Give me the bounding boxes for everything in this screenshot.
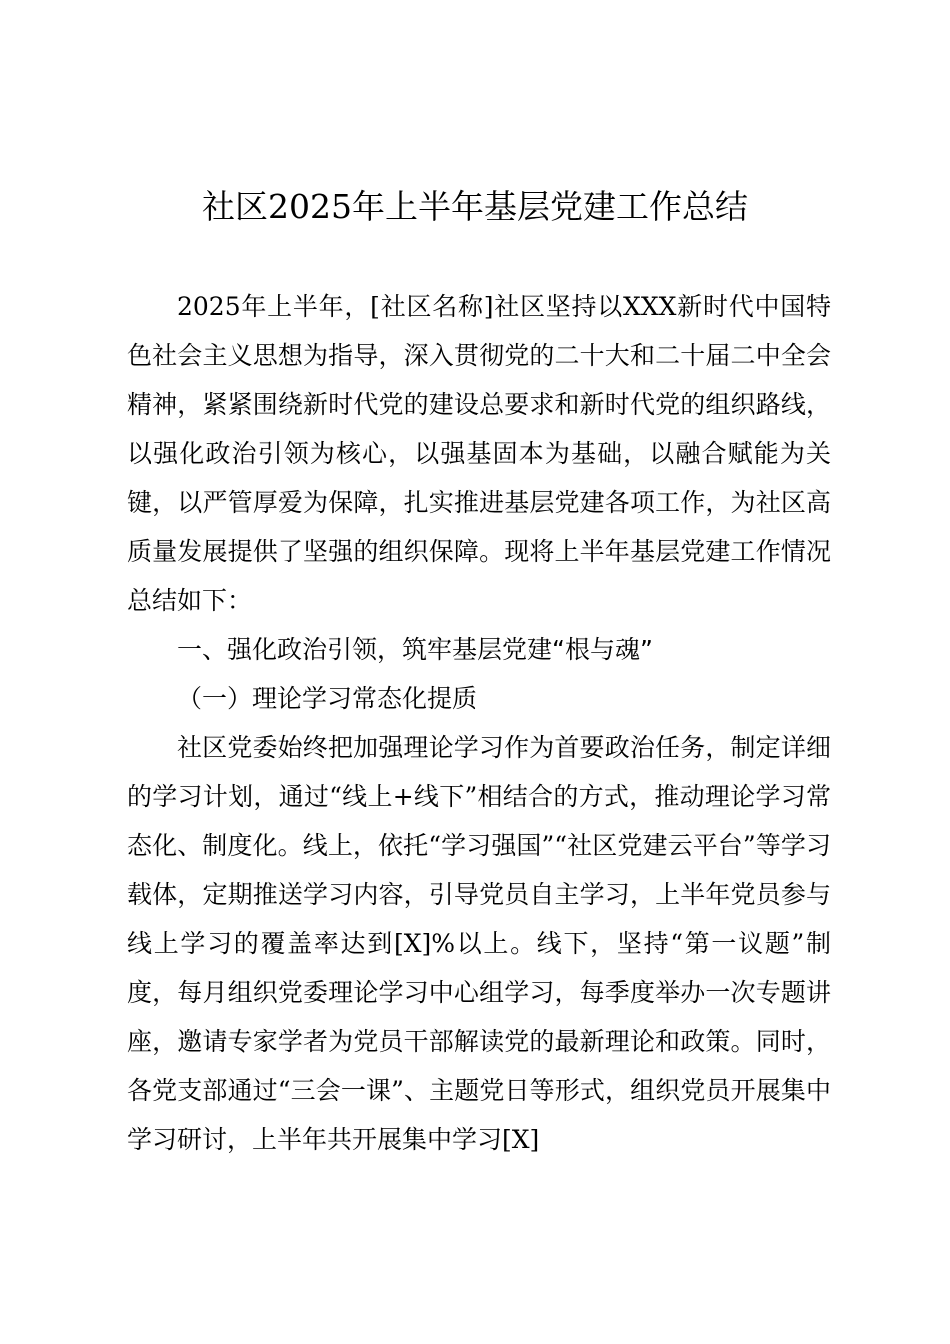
subsection-paragraph-1: 社区党委始终把加强理论学习作为首要政治任务，制定详细的学习计划，通过“线上+线下”相结合的方式，推动理论学习常态化、制度化。线上，依托“学习强国”“社区党建云平台”等学习载体，定期推送学习内容，引导党员自主学习，上半年党员参与线上学习的覆盖率达到[X]%以上。线下，坚持“第一议题”制度，每月组织党委理论学习中心组学习，每季度举办一次专题讲座，邀请专家学者为党员干部解读党的最新理论和政策。同时，各党支部通过“三会一课”、主题党日等形式，组织党员开展集中学习研讨，上半年共开展集中学习[X] [127, 733, 831, 1154]
intro-paragraph: 2025年上半年，[社区名称]社区坚持以XXX新时代中国特色社会主义思想为指导，深入贯彻党的二十大和二十届二中全会精神，紧紧围绕新时代党的建设总要求和新时代党的组织路线，以强化政治引领为核心，以强基固本为基础，以融合赋能为关键，以严管厚爱为保障，扎实推进基层党建各项工作，为社区高质量发展提供了坚强的组织保障。现将上半年基层党建工作情况总结如下： [127, 292, 831, 615]
subsection-heading-1: （一）理论学习常态化提质 [177, 684, 478, 713]
document-body [127, 282, 831, 1164]
section-heading-1: 一、强化政治引领，筑牢基层党建“根与魂” [177, 635, 653, 664]
document-title: 社区2025年上半年基层党建工作总结 [202, 187, 748, 226]
